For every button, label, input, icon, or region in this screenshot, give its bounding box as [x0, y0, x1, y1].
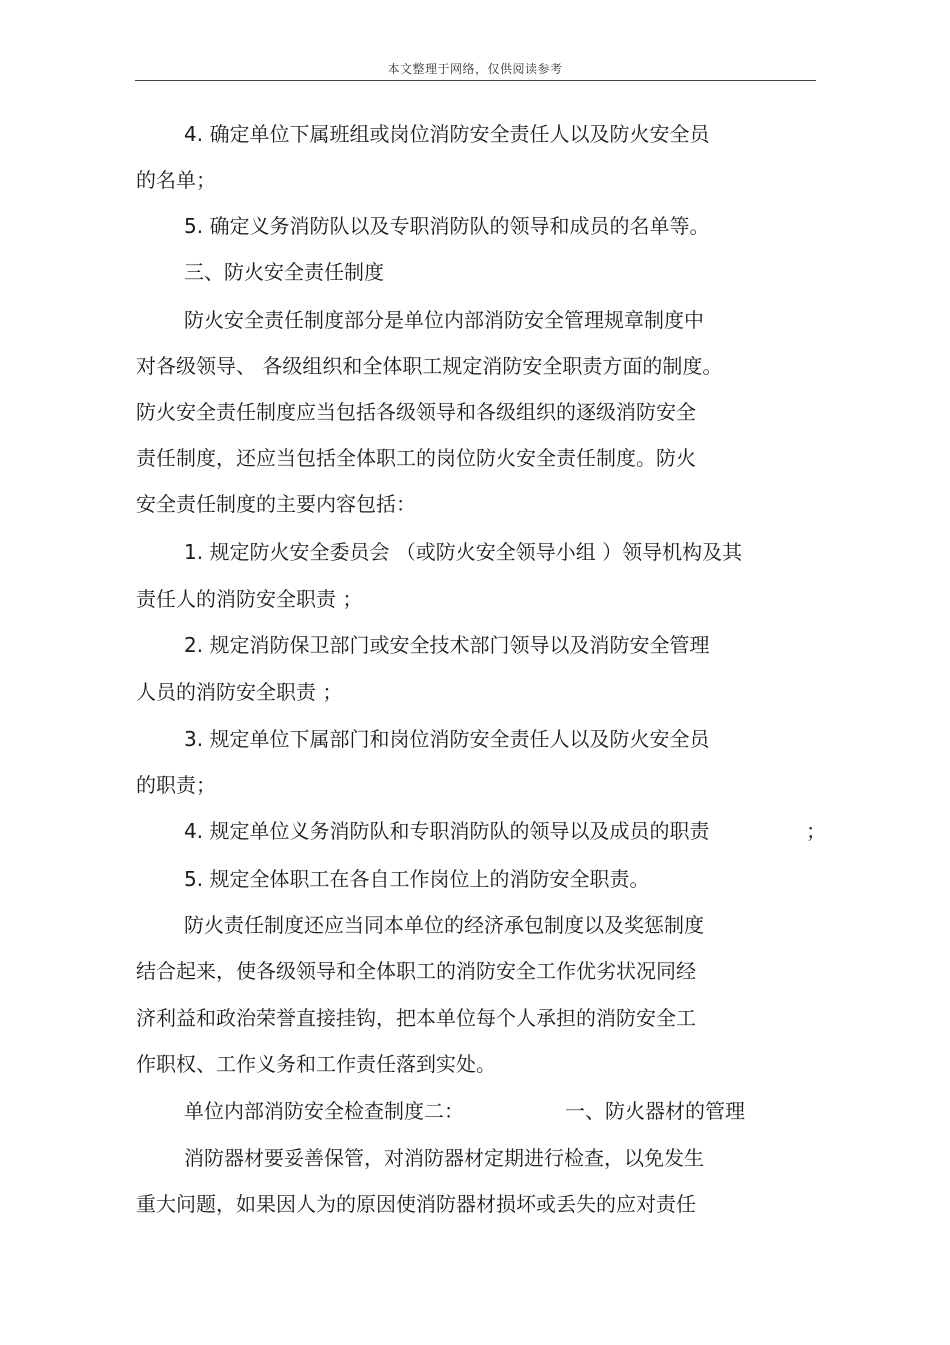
body-line: 单位内部消防安全检查制度二： [184, 1099, 464, 1123]
body-line: 5. 确定义务消防队以及专职消防队的领导和成员的名单等。 [184, 214, 710, 238]
body-line: 责任制度，还应当包括全体职工的岗位防火安全责任制度。防火 [136, 446, 696, 470]
body-line: 2. 规定消防保卫部门或安全技术部门领导以及消防安全管理 [184, 633, 710, 657]
body-line: 安全责任制度的主要内容包括： [136, 492, 416, 516]
body-line: 人员的消防安全职责 ； [136, 680, 343, 704]
body-line: 防火安全责任制度部分是单位内部消防安全管理规章制度中 [184, 308, 704, 332]
body-line: 的职责； [136, 773, 216, 797]
body-line: 作职权、工作义务和工作责任落到实处。 [136, 1052, 496, 1076]
body-line: 3. 规定单位下属部门和岗位消防安全责任人以及防火安全员 [184, 727, 710, 751]
body-line: 责任人的消防安全职责 ； [136, 587, 363, 611]
body-line: 的名单； [136, 168, 216, 192]
trailing-semicolon: ； [806, 819, 826, 843]
body-line: 防火安全责任制度应当包括各级领导和各级组织的逐级消防安全 [136, 400, 696, 424]
body-line: 消防器材要妥善保管，对消防器材定期进行检查，以免发生 [184, 1146, 704, 1170]
section-heading: 一、防火器材的管理 [565, 1099, 745, 1123]
body-line: 4. 确定单位下属班组或岗位消防安全责任人以及防火安全员 [184, 122, 710, 146]
body-line: 1. 规定防火安全委员会 （或防火安全领导小组 ）领导机构及其 [184, 540, 743, 564]
header-rule [135, 80, 816, 81]
body-line: 5. 规定全体职工在各自工作岗位上的消防安全职责。 [184, 867, 650, 891]
body-line: 4. 规定单位义务消防队和专职消防队的领导以及成员的职责 [184, 819, 710, 843]
body-line: 对各级领导、 各级组织和全体职工规定消防安全职责方面的制度。 [136, 354, 723, 378]
section-heading: 三、防火安全责任制度 [184, 260, 384, 284]
page-header: 本文整理于网络，仅供阅读参考 [387, 62, 563, 76]
body-line: 防火责任制度还应当同本单位的经济承包制度以及奖惩制度 [184, 913, 704, 937]
body-line: 济利益和政治荣誉直接挂钩，把本单位每个人承担的消防安全工 [136, 1006, 696, 1030]
body-line: 重大问题，如果因人为的原因使消防器材损坏或丢失的应对责任 [136, 1192, 696, 1216]
body-line: 结合起来，使各级领导和全体职工的消防安全工作优劣状况同经 [136, 959, 696, 983]
